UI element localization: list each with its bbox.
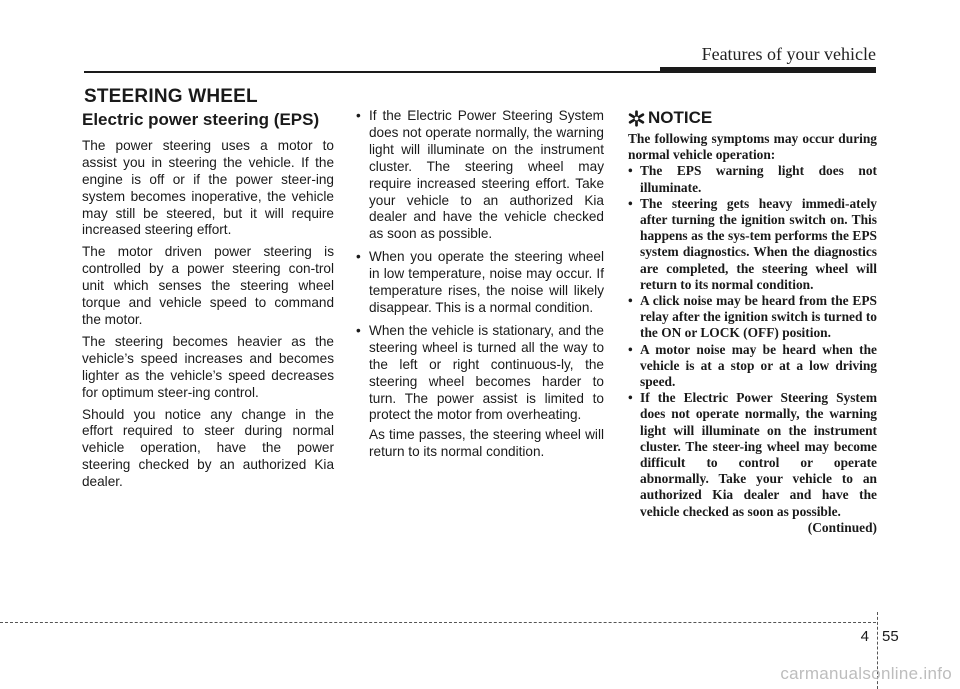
list-item-text: If the Electric Power Steering System does not operate normally, the warning light will illuminate on the instrument cluster. The steer-ing wheel may become difficult to control or operate abnormally. Take your vehicle to an authorized Kia dealer and have the vehicle checked as soon as possible. <box>640 390 877 519</box>
list-item <box>356 249 604 317</box>
continuation-text: As time passes, the steering wheel will return to its normal condition. <box>369 427 604 460</box>
bullet-icon: • <box>628 390 633 406</box>
bullet-list <box>356 108 604 424</box>
notice-heading <box>628 110 877 127</box>
bullet-icon: • <box>356 322 361 338</box>
list-item <box>628 342 877 391</box>
paragraph: The motor driven power steering is controlled by a power steering con-trol unit which senses the steering wheel torque and vehicle speed to command the motor. <box>82 244 334 327</box>
paragraph: The power steering uses a motor to assist you in steering the vehicle. If the engine is off or if the power steer-ing system becomes inoperative, the vehicle may still be steered, but it will require increased steering effort. <box>82 137 334 238</box>
notice-box <box>628 110 877 536</box>
paragraph: Should you notice any change in the effort required to steer during normal vehicle operation, have the power steering checked by an authorized Kia dealer. <box>82 406 334 490</box>
notice-star-icon <box>628 110 645 127</box>
notice-intro: The following symptoms may occur during normal vehicle operation: <box>628 131 877 163</box>
notice-title: NOTICE <box>648 108 713 128</box>
list-item <box>628 163 877 195</box>
bullet-icon: • <box>628 163 633 179</box>
column-1 <box>82 112 334 496</box>
list-item-text: The EPS warning light does not illuminate. <box>640 163 877 195</box>
header-title: Features of your vehicle <box>701 44 876 64</box>
bullet-icon: • <box>356 249 361 265</box>
paragraph: The steering becomes heavier as the vehicle’s speed increases and becomes lighter as the vehicle’s speed decreases for optimum steer-ing control. <box>82 333 334 400</box>
bullet-icon: • <box>356 108 361 123</box>
subheading-eps: Electric power steering (EPS) <box>82 110 320 129</box>
section-title: STEERING WHEEL <box>84 86 258 107</box>
notice-list <box>628 163 877 519</box>
continued-label: (Continued) <box>807 519 877 535</box>
column-2 <box>356 108 604 461</box>
page-number: 55 <box>882 628 899 645</box>
watermark-text: carmanualsonline.info <box>780 664 952 683</box>
footer-rule <box>0 622 876 623</box>
list-item <box>356 323 604 424</box>
bullet-icon: • <box>628 195 633 211</box>
list-item <box>628 390 877 520</box>
list-item-text: When you operate the steering wheel in low temperature, noise may occur. If temperature rises, the noise will likely disappear. This is a normal condition. <box>369 249 604 315</box>
list-item-text: A motor noise may be heard when the vehicle is at a stop or at a low driving speed. <box>640 341 877 390</box>
list-item-text: When the vehicle is stationary, and the steering wheel is turned all the way to the left or right continuous-ly, the steering wheel becomes harder to turn. The power assist is limited to protect the motor from overheating. <box>369 322 604 423</box>
chapter-number: 4 <box>860 628 869 645</box>
bullet-icon: • <box>628 341 633 357</box>
list-item-text: A click noise may be heard from the EPS relay after the ignition switch is turned to the ON or LOCK (OFF) position. <box>640 293 877 341</box>
list-item-text: If the Electric Power Steering System does not operate normally, the warning light will illuminate on the instrument cluster. The steering wheel may require increased steering effort. Take your vehicle to an authorized Kia dealer and have the vehicle checked as soon as possible. <box>369 108 604 242</box>
list-item <box>628 293 877 342</box>
list-item-text: The steering gets heavy immedi-ately after turning the ignition switch on. This happens as the sys-tem performs the EPS system diagnostics. When the diagnostics are completed, the steering wheel will return to its normal condition. <box>640 195 877 292</box>
header-accent-bar <box>660 67 876 73</box>
bullet-icon: • <box>628 293 633 309</box>
list-item <box>356 108 604 243</box>
list-item <box>628 196 877 293</box>
